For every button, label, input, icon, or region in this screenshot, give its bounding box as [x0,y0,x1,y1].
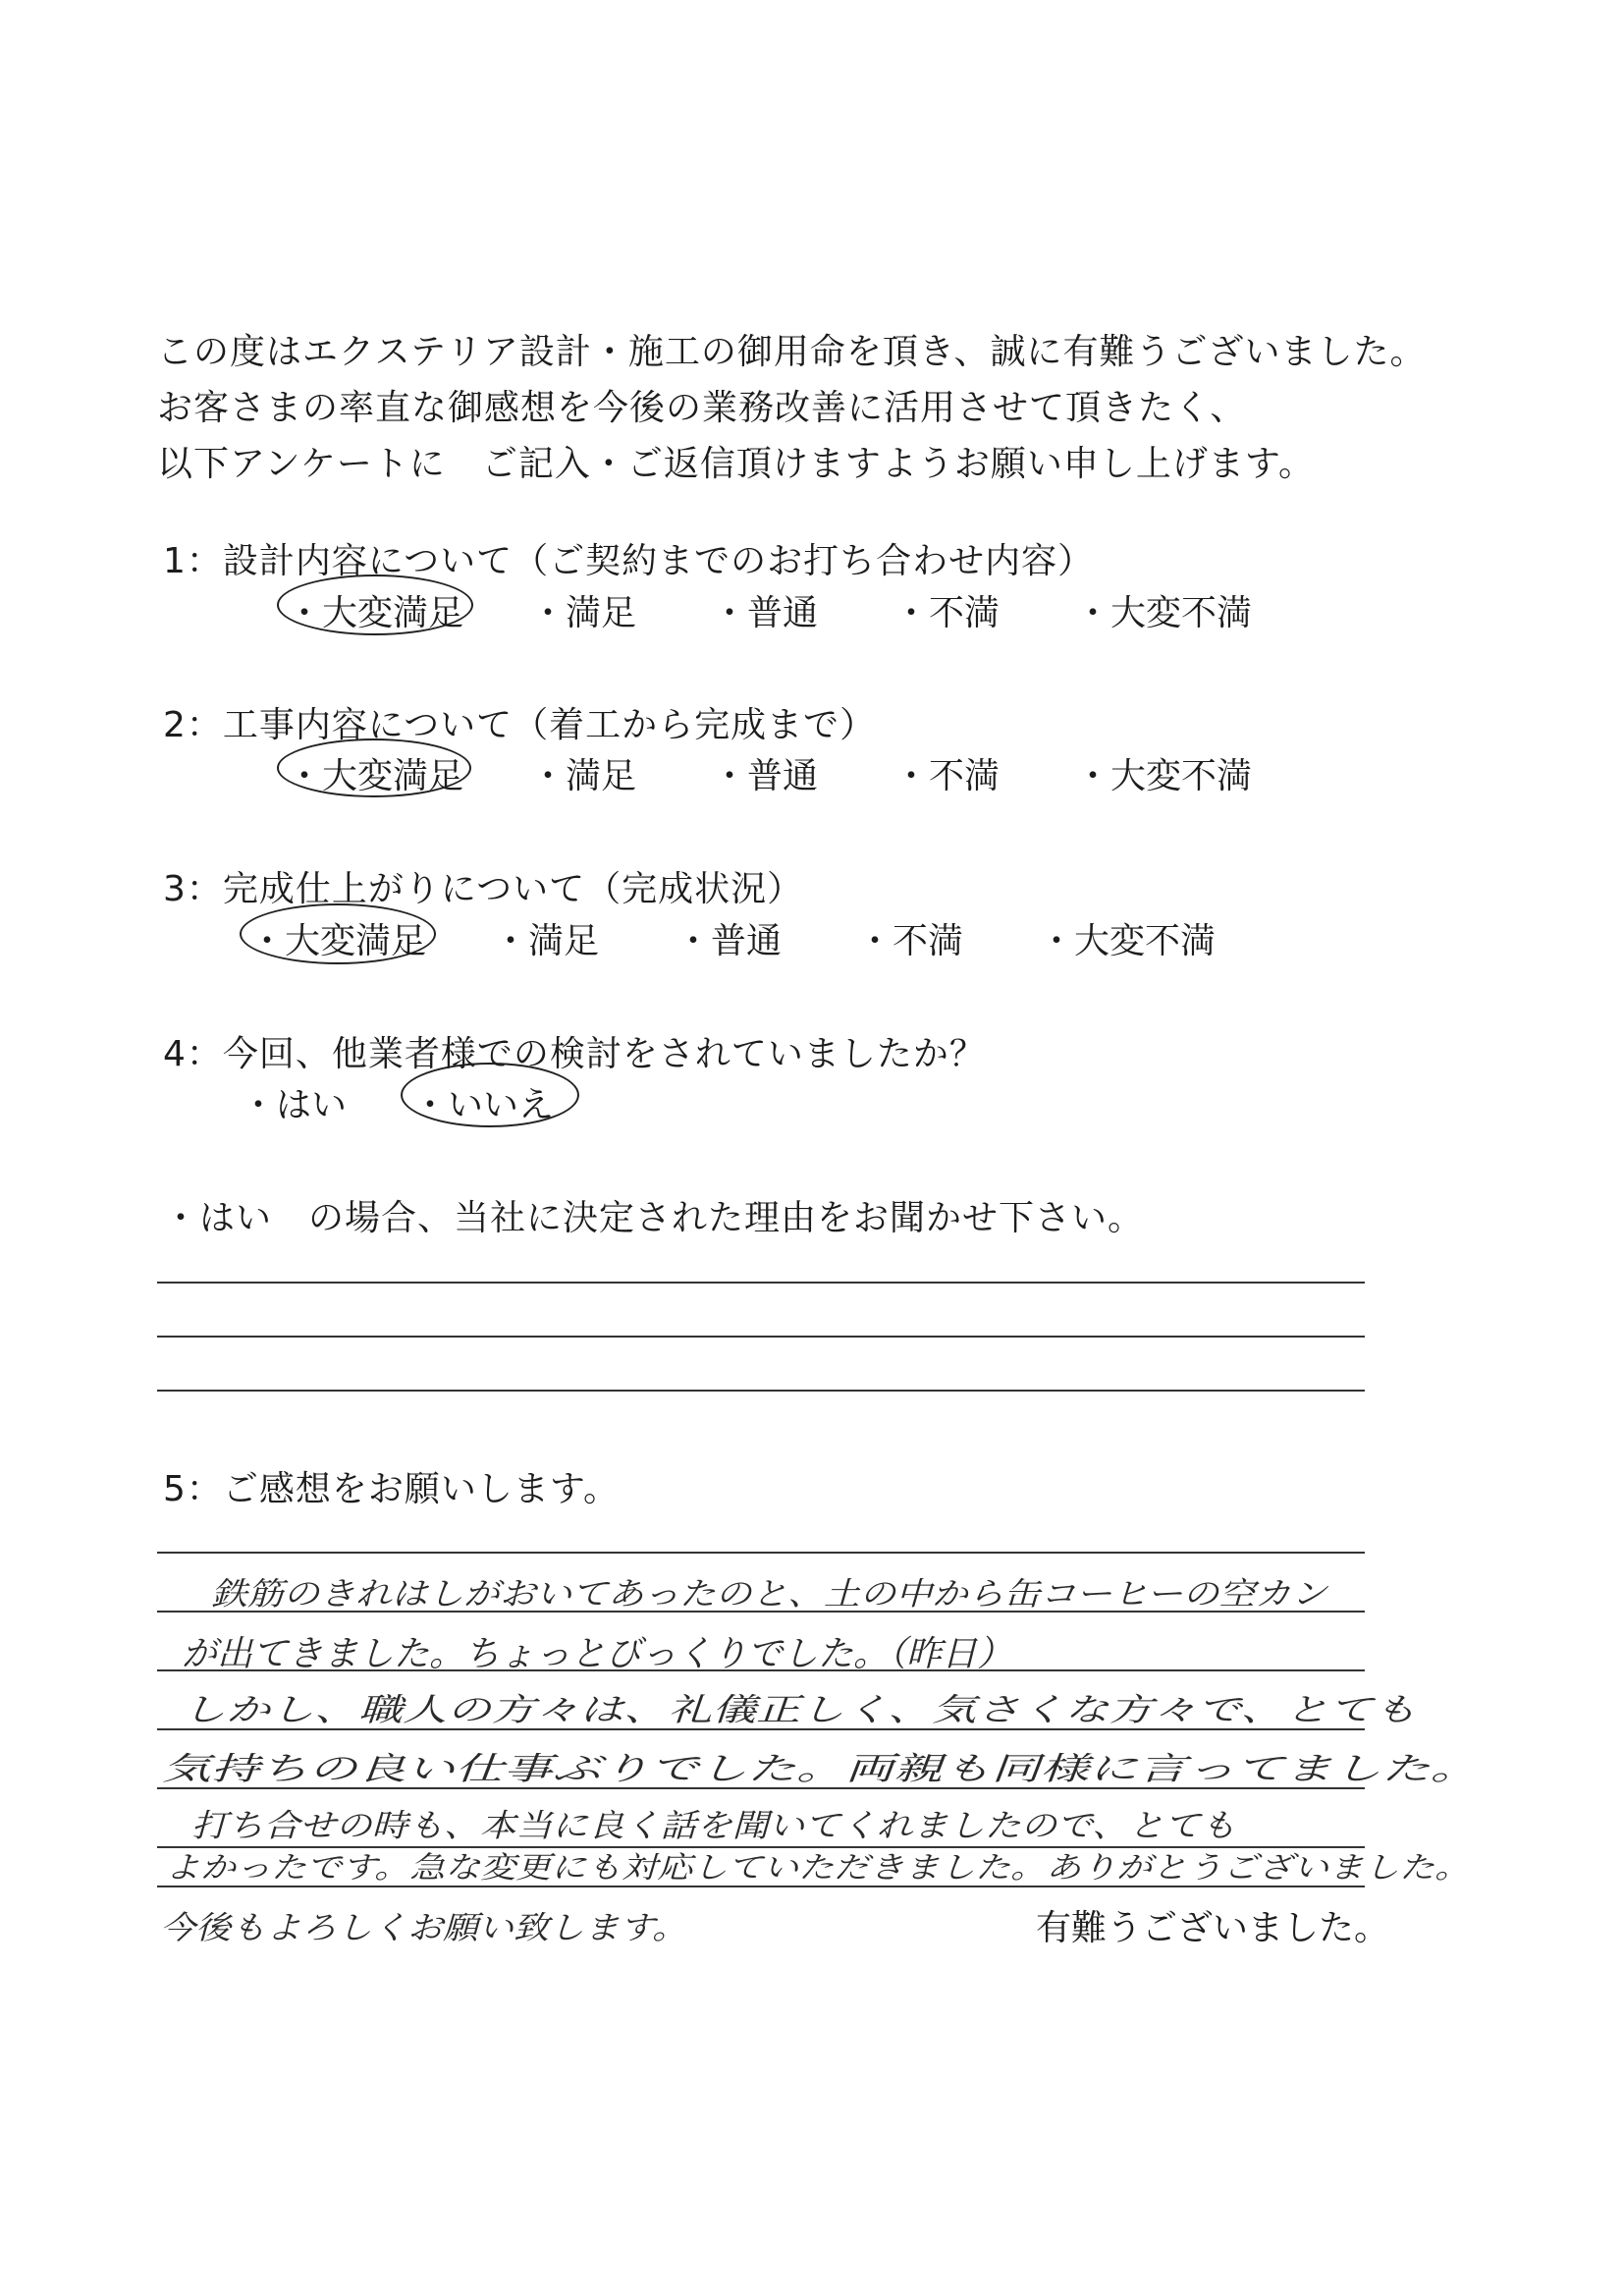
q1-option-satisfied[interactable]: ・満足 [530,593,637,633]
q4-option-yes[interactable]: ・はい [241,1085,348,1125]
reason-prompt: ・はい の場合、当社に決定された理由をお聞かせ下さい。 [163,1198,1145,1238]
q1-option-normal[interactable]: ・普通 [712,593,819,633]
handwritten-line-5: 打ち合せの時も、本当に良く話を聞いてくれましたので、とても [191,1808,1237,1845]
q4-option-no[interactable]: ・いいえ [412,1085,555,1125]
intro-line-3: 以下アンケートに ご記入・ご返信頂けますようお願い申し上げます。 [157,444,1315,484]
q3-option-very-satisfied[interactable]: ・大変満足 [249,921,427,961]
question-3-label: 3：完成仕上がりについて（完成状況） [163,869,804,909]
reason-line-1[interactable] [157,1282,1365,1284]
q3-option-satisfied[interactable]: ・満足 [493,921,600,961]
reason-line-2[interactable] [157,1336,1365,1338]
intro-line-1: この度はエクステリア設計・施工の御用命を頂き、誠に有難うございました。 [157,332,1427,372]
q2-option-dissatisfied[interactable]: ・不満 [893,756,1001,796]
closing-thanks: 有難うございました。 [1036,1908,1390,1948]
q2-option-very-dissatisfied[interactable]: ・大変不満 [1075,756,1253,796]
comment-line-1 [157,1552,1365,1554]
q3-option-dissatisfied[interactable]: ・不満 [857,921,964,961]
handwritten-line-1: 鉄筋のきれはしがおいてあったのと、土の中から缶コーヒーの空カン [211,1576,1327,1613]
reason-line-3[interactable] [157,1390,1365,1392]
question-2-label: 2：工事内容について（着工から完成まで） [163,705,877,745]
q2-option-normal[interactable]: ・普通 [712,756,819,796]
q2-option-very-satisfied[interactable]: ・大変満足 [287,756,464,796]
q1-option-very-satisfied[interactable]: ・大変満足 [287,593,464,633]
question-5-label: 5：ご感想をお願いします。 [163,1469,621,1509]
q3-option-very-dissatisfied[interactable]: ・大変不満 [1039,921,1217,961]
handwritten-line-7: 今後もよろしくお願い致します。 [160,1910,688,1947]
q2-option-satisfied[interactable]: ・満足 [530,756,637,796]
q1-option-dissatisfied[interactable]: ・不満 [893,593,1001,633]
handwritten-line-2: が出てきました。ちょっとびっくりでした。（昨日） [182,1634,1013,1674]
question-1-label: 1：設計内容について（ご契約までのお打ち合わせ内容） [163,541,1095,581]
handwritten-line-4: 気持ちの良い仕事ぶりでした。両親も同様に言ってました。 [162,1751,1480,1788]
intro-line-2: お客さまの率直な御感想を今後の業務改善に活用させて頂きたく、 [157,388,1247,428]
q3-option-normal[interactable]: ・普通 [676,921,783,961]
question-4-label: 4：今回、他業者様での検討をされていましたか？ [163,1034,986,1074]
handwritten-line-3: しかし、職人の方々は、礼儀正しく、気さくな方々で、とても [182,1692,1418,1729]
handwritten-line-6: よかったです。急な変更にも対応していただきました。ありがとうございました。 [165,1850,1471,1886]
q1-option-very-dissatisfied[interactable]: ・大変不満 [1075,593,1253,633]
